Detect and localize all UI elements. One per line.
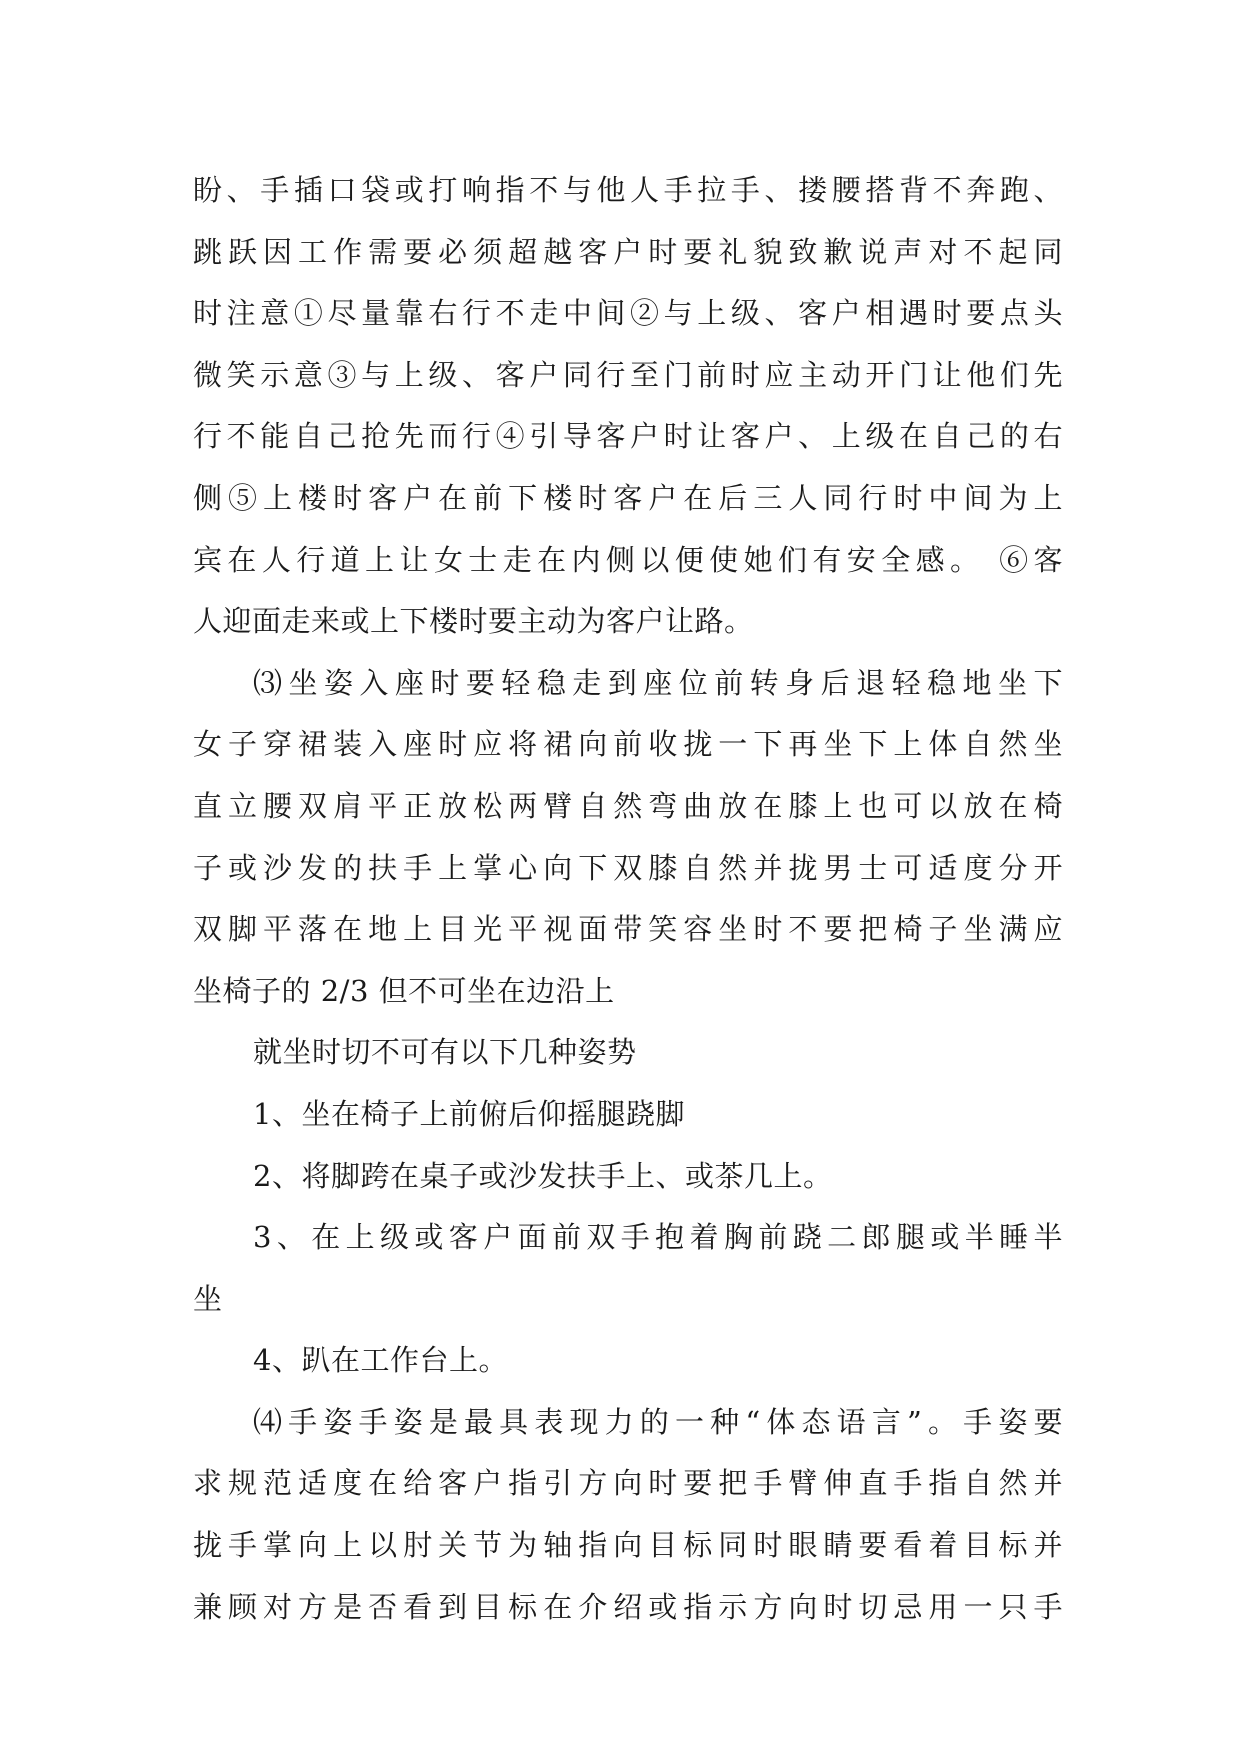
text-line: 直立腰双肩平正放松两臂自然弯曲放在膝上也可以放在椅 bbox=[193, 788, 1063, 823]
text-line: 宾在人行道上让女士走在内侧以便使她们有安全感。 ⑥客 bbox=[193, 542, 1063, 577]
list-item: 4、趴在工作台上。 bbox=[253, 1343, 508, 1378]
text-line: 拢手掌向上以肘关节为轴指向目标同时眼睛要看着目标并 bbox=[193, 1528, 1063, 1563]
text-line: 行不能自己抢先而行④引导客户时让客户、上级在自己的右 bbox=[193, 419, 1063, 454]
text-line: 微笑示意③与上级、客户同行至门前时应主动开门让他们先 bbox=[193, 357, 1063, 392]
text-line: 就坐时切不可有以下几种姿势 bbox=[253, 1035, 637, 1070]
document-body bbox=[193, 160, 1063, 1638]
text-line: 人迎面走来或上下楼时要主动为客户让路。 bbox=[193, 604, 754, 639]
text-line: ⑶坐姿入座时要轻稳走到座位前转身后退轻稳地坐下 bbox=[253, 665, 1063, 700]
text-line: 盼、手插口袋或打响指不与他人手拉手、搂腰搭背不奔跑、 bbox=[193, 173, 1063, 207]
text-line: 跳跃因工作需要必须超越客户时要礼貌致歉说声对不起同 bbox=[193, 234, 1063, 269]
text-line: 求规范适度在给客户指引方向时要把手臂伸直手指自然并 bbox=[193, 1466, 1063, 1501]
list-item: 2、将脚跨在桌子或沙发扶手上、或茶几上。 bbox=[253, 1158, 833, 1193]
text-line: 女子穿裙装入座时应将裙向前收拢一下再坐下上体自然坐 bbox=[193, 727, 1063, 762]
text-line: 时注意①尽量靠右行不走中间②与上级、客户相遇时要点头 bbox=[193, 296, 1063, 331]
text-line: ⑷手姿手姿是最具表现力的一种“体态语言”。手姿要 bbox=[253, 1404, 1063, 1439]
text-line: 子或沙发的扶手上掌心向下双膝自然并拢男士可适度分开 bbox=[193, 850, 1063, 885]
text-line: 兼顾对方是否看到目标在介绍或指示方向时切忌用一只手 bbox=[193, 1589, 1063, 1624]
text-line: 双脚平落在地上目光平视面带笑容坐时不要把椅子坐满应 bbox=[193, 912, 1063, 947]
text-line: 侧⑤上楼时客户在前下楼时客户在后三人同行时中间为上 bbox=[193, 480, 1063, 515]
list-item: 3、在上级或客户面前双手抱着胸前跷二郎腿或半睡半 bbox=[253, 1220, 1063, 1255]
text-line: 坐 bbox=[193, 1281, 223, 1316]
list-item: 1、坐在椅子上前俯后仰摇腿跷脚 bbox=[253, 1096, 685, 1131]
text-line: 坐椅子的 2/3 但不可坐在边沿上 bbox=[193, 973, 615, 1008]
